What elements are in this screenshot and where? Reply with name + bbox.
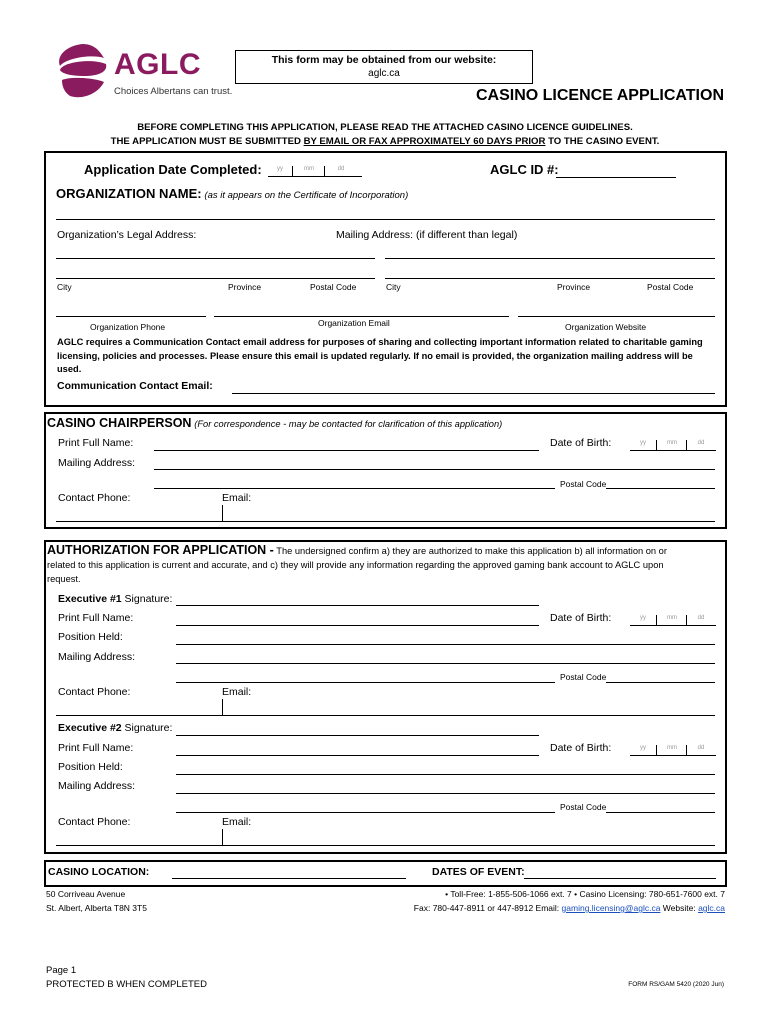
- website-notice-text: This form may be obtained from our website:: [271, 54, 497, 66]
- chair-phone-label: Contact Phone:: [58, 492, 131, 504]
- authorization-text-3: request.: [47, 574, 81, 584]
- date-dd: dd: [697, 440, 705, 446]
- date-yy: yy: [630, 745, 657, 756]
- exec2-dob-field[interactable]: [630, 745, 716, 756]
- form-code: FORM RS/GAM 5420 (2020 Jun): [628, 981, 724, 988]
- logo-swirl-icon: [52, 42, 112, 100]
- mailing-address-label: Mailing Address: (if different than legal): [336, 229, 518, 241]
- footer-address-1: 50 Corriveau Avenue: [46, 889, 126, 899]
- communication-notice: AGLC requires a Communication Contact email address for purposes of sharing and collecting important information related to charitable gaming licensing, policies and processes. Please ensure this email is updated regularly. If no email is provided, the organization mailing address will be used.: [57, 337, 703, 374]
- organization-phone-input[interactable]: [56, 316, 206, 317]
- organization-website-input[interactable]: [518, 316, 715, 317]
- exec2-position-label: Position Held:: [58, 761, 123, 773]
- legal-postal-code-label: Postal Code: [310, 282, 357, 292]
- instruction-line-2-pre: THE APPLICATION MUST BE SUBMITTED: [110, 136, 304, 147]
- authorization-text-2: related to this application is current and accurate, and c) they will provide any information regarding the approved gaming bank account to AGLC upon: [47, 560, 664, 570]
- chair-dob-label: Date of Birth:: [550, 437, 612, 449]
- chair-email-label: Email:: [222, 492, 252, 504]
- chair-phone-divider: [222, 505, 223, 521]
- date-mm: mm: [658, 745, 687, 756]
- dates-of-event-input[interactable]: [524, 878, 716, 879]
- footer-website-link[interactable]: aglc.ca: [698, 903, 725, 913]
- exec2-full-name-input[interactable]: [176, 755, 539, 756]
- legal-address-input[interactable]: [56, 258, 375, 259]
- footer-address-2: St. Albert, Alberta T8N 3T5: [46, 903, 147, 913]
- date-yy: yy: [630, 615, 657, 626]
- authorization-title: AUTHORIZATION FOR APPLICATION -: [47, 543, 274, 557]
- exec1-postal-code-input[interactable]: [606, 682, 715, 683]
- chair-phone-email-input[interactable]: [56, 521, 715, 522]
- footer-website-label: Website:: [660, 903, 699, 913]
- logo-tagline: Choices Albertans can trust.: [114, 86, 233, 97]
- exec2-postal-code-label: Postal Code: [560, 802, 607, 812]
- mailing-address-line-2[interactable]: [385, 278, 715, 279]
- exec1-dob-label: Date of Birth:: [550, 612, 612, 624]
- exec1-position-input[interactable]: [176, 644, 715, 645]
- footer-fax-line: [414, 903, 725, 913]
- date-mm: mm: [658, 440, 687, 451]
- exec1-mailing-input[interactable]: [176, 663, 715, 664]
- exec1-mailing-label: Mailing Address:: [58, 651, 136, 663]
- instruction-line-2-post: TO THE CASINO EVENT.: [545, 136, 660, 147]
- legal-city-label: City: [57, 282, 72, 292]
- protected-notice: PROTECTED B WHEN COMPLETED: [46, 979, 207, 990]
- exec1-dob-field[interactable]: [630, 615, 716, 626]
- organization-name-label: [56, 186, 408, 201]
- legal-address-label: Organization’s Legal Address:: [57, 229, 197, 241]
- chair-mailing-input[interactable]: [154, 469, 715, 470]
- exec2-dob-label: Date of Birth:: [550, 742, 612, 754]
- page-number: Page 1: [46, 965, 77, 976]
- exec1-signature-label: [58, 593, 172, 605]
- organization-phone-label: Organization Phone: [90, 322, 166, 332]
- mailing-city-label: City: [386, 282, 401, 292]
- exec2-full-name-label: Print Full Name:: [58, 742, 134, 754]
- organization-website-label: Organization Website: [565, 322, 647, 332]
- instruction-line-1: BEFORE COMPLETING THIS APPLICATION, PLEASE READ THE ATTACHED CASINO LICENCE GUIDELINES.: [137, 122, 633, 133]
- instruction-line-2: [0, 136, 770, 147]
- application-date-label: Application Date Completed:: [84, 162, 262, 177]
- chair-dob-field[interactable]: [630, 440, 716, 451]
- aglc-id-label: AGLC ID #:: [490, 162, 559, 177]
- date-yy: yy: [268, 166, 293, 177]
- authorization-text: [47, 543, 722, 586]
- mailing-province-label: Province: [557, 282, 591, 292]
- application-date-field[interactable]: [268, 166, 362, 177]
- footer-contact-line: • Toll-Free: 1-855-506-1066 ext. 7 • Casino Licensing: 780-651-7600 ext. 7: [445, 889, 725, 899]
- authorization-section: [44, 540, 727, 854]
- chair-full-name-label: Print Full Name:: [58, 437, 134, 449]
- exec2-signature-bold: Executive #2: [58, 722, 122, 734]
- date-mm: mm: [294, 166, 325, 177]
- exec2-mailing-input[interactable]: [176, 793, 715, 794]
- exec2-signature-input[interactable]: [176, 735, 539, 736]
- communication-email-input[interactable]: [232, 393, 715, 394]
- casino-location-input[interactable]: [172, 878, 406, 879]
- exec1-mailing-input-2[interactable]: [176, 682, 555, 683]
- instruction-line-2-emph: BY EMAIL OR FAX APPROXIMATELY 60 DAYS PRIOR: [303, 136, 546, 147]
- exec2-mailing-label: Mailing Address:: [58, 780, 136, 792]
- chair-full-name-input[interactable]: [154, 450, 539, 451]
- exec1-full-name-label: Print Full Name:: [58, 612, 134, 624]
- mailing-address-input[interactable]: [385, 258, 715, 259]
- dates-of-event-label: DATES OF EVENT:: [432, 866, 525, 878]
- exec1-phone-divider: [222, 699, 223, 715]
- exec1-signature-input[interactable]: [176, 605, 539, 606]
- exec1-phone-label: Contact Phone:: [58, 686, 131, 698]
- communication-email-label: Communication Contact Email:: [57, 380, 213, 392]
- chair-mailing-input-2[interactable]: [154, 488, 555, 489]
- footer-email-link[interactable]: gaming.licensing@aglc.ca: [561, 903, 661, 913]
- exec1-signature-bold: Executive #1: [58, 593, 122, 605]
- exec1-postal-code-label: Postal Code: [560, 672, 607, 682]
- chairperson-note: (For correspondence - may be contacted for clarification of this application): [194, 419, 503, 429]
- chair-postal-code-input[interactable]: [606, 488, 715, 489]
- organization-name-input[interactable]: [56, 219, 715, 220]
- exec2-mailing-input-2[interactable]: [176, 812, 555, 813]
- exec1-full-name-input[interactable]: [176, 625, 539, 626]
- organization-name-note: (as it appears on the Certificate of Incorporation): [204, 190, 409, 201]
- aglc-logo: [52, 42, 242, 102]
- date-mm: mm: [658, 615, 687, 626]
- chair-postal-code-label: Postal Code: [560, 479, 607, 489]
- website-notice-box: [235, 50, 533, 84]
- date-dd: dd: [697, 615, 705, 621]
- legal-province-label: Province: [228, 282, 262, 292]
- exec2-signature-label: [58, 722, 172, 734]
- exec2-phone-label: Contact Phone:: [58, 816, 131, 828]
- chairperson-title: CASINO CHAIRPERSON: [47, 416, 192, 430]
- date-dd: dd: [337, 166, 345, 172]
- authorization-text-1: The undersigned confirm a) they are authorized to make this application b) all information on or: [273, 546, 667, 556]
- exec2-phone-email-input[interactable]: [56, 845, 715, 846]
- exec2-postal-code-input[interactable]: [606, 812, 715, 813]
- chair-mailing-label: Mailing Address:: [58, 457, 136, 469]
- logo-wordmark: AGLC: [114, 48, 201, 81]
- form-title: CASINO LICENCE APPLICATION: [475, 87, 724, 104]
- date-dd: dd: [697, 745, 705, 751]
- aglc-id-input[interactable]: [556, 177, 676, 178]
- casino-location-label: CASINO LOCATION:: [48, 866, 150, 878]
- legal-address-line-2[interactable]: [56, 278, 375, 279]
- organization-email-label: Organization Email: [318, 318, 390, 328]
- mailing-postal-code-label: Postal Code: [647, 282, 694, 292]
- organization-name-title: ORGANIZATION NAME:: [56, 186, 202, 201]
- exec1-email-label: Email:: [222, 686, 252, 698]
- organization-email-input[interactable]: [214, 316, 509, 317]
- exec2-position-input[interactable]: [176, 774, 715, 775]
- footer-fax: Fax: 780-447-8911 or 447-8912 Email:: [413, 903, 562, 913]
- exec1-phone-email-input[interactable]: [56, 715, 715, 716]
- website-notice-url: aglc.ca: [368, 68, 400, 79]
- exec1-signature-suffix: Signature:: [121, 593, 173, 605]
- chairperson-heading: [47, 416, 502, 430]
- exec2-signature-suffix: Signature:: [121, 722, 173, 734]
- exec2-phone-divider: [222, 829, 223, 845]
- exec1-position-label: Position Held:: [58, 631, 123, 643]
- exec2-email-label: Email:: [222, 816, 252, 828]
- date-yy: yy: [630, 440, 657, 451]
